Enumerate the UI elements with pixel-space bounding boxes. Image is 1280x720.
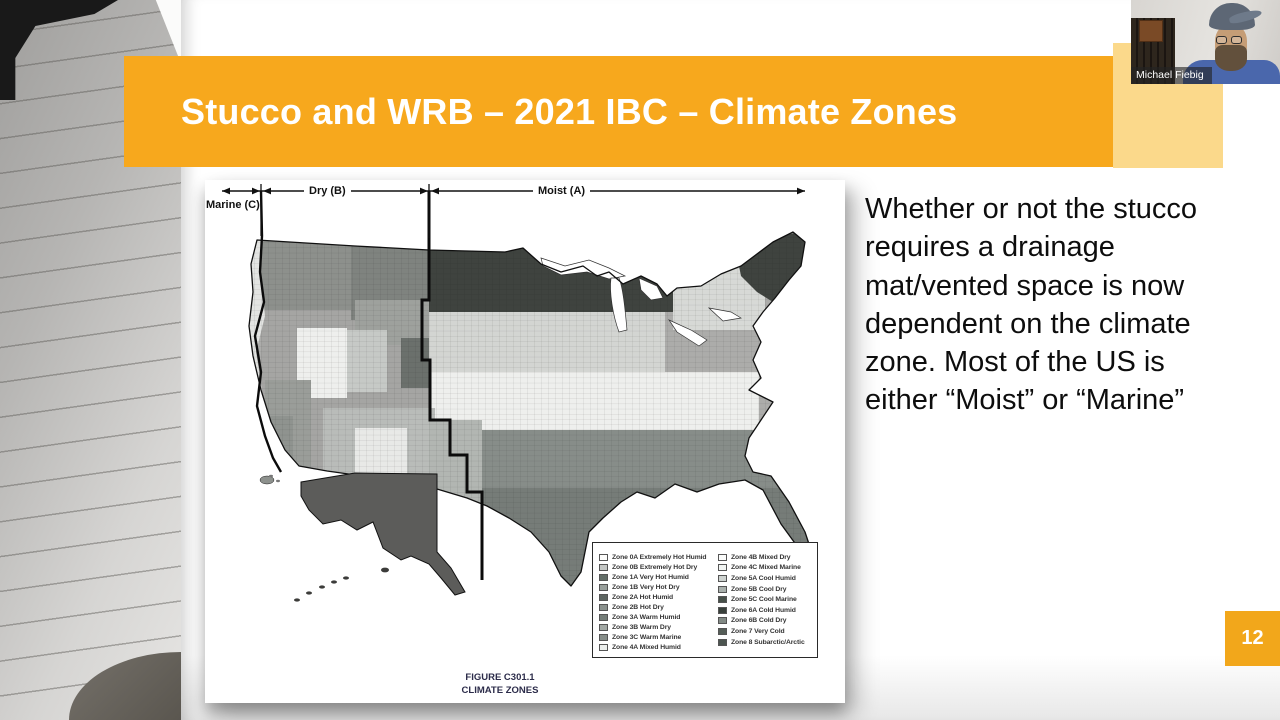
legend-label: Zone 0A Extremely Hot Humid — [612, 553, 707, 561]
legend-label: Zone 6A Cold Humid — [731, 606, 796, 614]
legend-swatch — [599, 614, 608, 621]
legend-swatch — [599, 584, 608, 591]
moist-zone-label: Moist (A) — [533, 184, 590, 198]
legend-item — [599, 562, 718, 572]
legend-label: Zone 7 Very Cold — [731, 627, 785, 635]
legend-swatch — [599, 554, 608, 561]
legend-label: Zone 2B Hot Dry — [612, 604, 664, 612]
legend-swatch — [718, 607, 727, 614]
legend-label: Zone 5B Cool Dry — [731, 585, 787, 593]
legend-item — [718, 563, 813, 574]
climate-zones-figure — [205, 180, 845, 703]
legend-swatch — [599, 634, 608, 641]
legend-label: Zone 1A Very Hot Humid — [612, 573, 689, 581]
slide-title: Stucco and WRB – 2021 IBC – Climate Zones — [181, 90, 958, 132]
legend-label: Zone 4C Mixed Marine — [731, 564, 801, 572]
webcam-overlay — [1131, 0, 1280, 84]
legend-label: Zone 2A Hot Humid — [612, 593, 674, 601]
legend-label: Zone 3C Warm Marine — [612, 634, 682, 642]
legend-swatch — [718, 586, 727, 593]
speaker-glasses-left — [1216, 36, 1227, 44]
legend-swatch — [718, 564, 727, 571]
wooden-box — [1139, 20, 1163, 42]
legend-swatch — [599, 574, 608, 581]
legend-item — [718, 584, 813, 595]
legend-item — [718, 605, 813, 616]
legend-label: Zone 6B Cold Dry — [731, 617, 787, 625]
climate-zone-legend — [592, 542, 818, 658]
legend-label: Zone 3B Warm Dry — [612, 624, 671, 632]
legend-col2 — [718, 552, 813, 653]
legend-swatch — [599, 594, 608, 601]
legend-swatch — [718, 575, 727, 582]
legend-label: Zone 5A Cool Humid — [731, 574, 796, 582]
marine-zone-label: Marine (C) — [206, 199, 260, 211]
legend-swatch — [718, 628, 727, 635]
legend-item — [718, 637, 813, 648]
legend-label: Zone 0B Extremely Hot Dry — [612, 563, 698, 571]
legend-label: Zone 4B Mixed Dry — [731, 553, 791, 561]
figure-caption-line1: FIGURE C301.1 — [465, 672, 535, 683]
legend-item — [718, 594, 813, 605]
legend-col1 — [599, 552, 718, 653]
legend-item — [599, 552, 718, 562]
legend-item — [599, 613, 718, 623]
legend-item — [718, 573, 813, 584]
legend-item — [599, 602, 718, 612]
dry-zone-label: Dry (B) — [304, 184, 351, 198]
legend-item — [599, 623, 718, 633]
legend-item — [599, 633, 718, 643]
legend-swatch — [599, 604, 608, 611]
legend-label: Zone 4A Mixed Humid — [612, 644, 681, 652]
speaker-beard — [1215, 45, 1247, 71]
legend-item — [718, 626, 813, 637]
legend-item — [718, 616, 813, 627]
slide-body-text: Whether or not the stucco requires a drainage mat/vented space is now dependent on the climate zone. Most of the US is either “Moist” or “Marine” — [865, 193, 1198, 417]
legend-swatch — [718, 639, 727, 646]
legend-swatch — [599, 644, 608, 651]
legend-label: Zone 8 Subarctic/Arctic — [731, 638, 805, 646]
legend-swatch — [599, 564, 608, 571]
legend-item — [718, 552, 813, 563]
legend-swatch — [718, 617, 727, 624]
legend-swatch — [599, 624, 608, 631]
legend-swatch — [718, 554, 727, 561]
legend-label: Zone 5C Cool Marine — [731, 596, 797, 604]
page-number-badge: 12 — [1225, 611, 1280, 666]
legend-item — [599, 572, 718, 582]
title-banner — [124, 56, 1113, 167]
legend-item — [599, 582, 718, 592]
figure-caption-line2: CLIMATE ZONES — [461, 684, 539, 696]
legend-item — [599, 592, 718, 602]
legend-item — [599, 643, 718, 653]
legend-swatch — [718, 596, 727, 603]
legend-label: Zone 1B Very Hot Dry — [612, 583, 680, 591]
speaker-glasses-right — [1231, 36, 1242, 44]
figure-caption — [205, 672, 795, 697]
webcam-name-tag: Michael Fiebig — [1131, 67, 1212, 84]
legend-label: Zone 3A Warm Humid — [612, 614, 681, 622]
